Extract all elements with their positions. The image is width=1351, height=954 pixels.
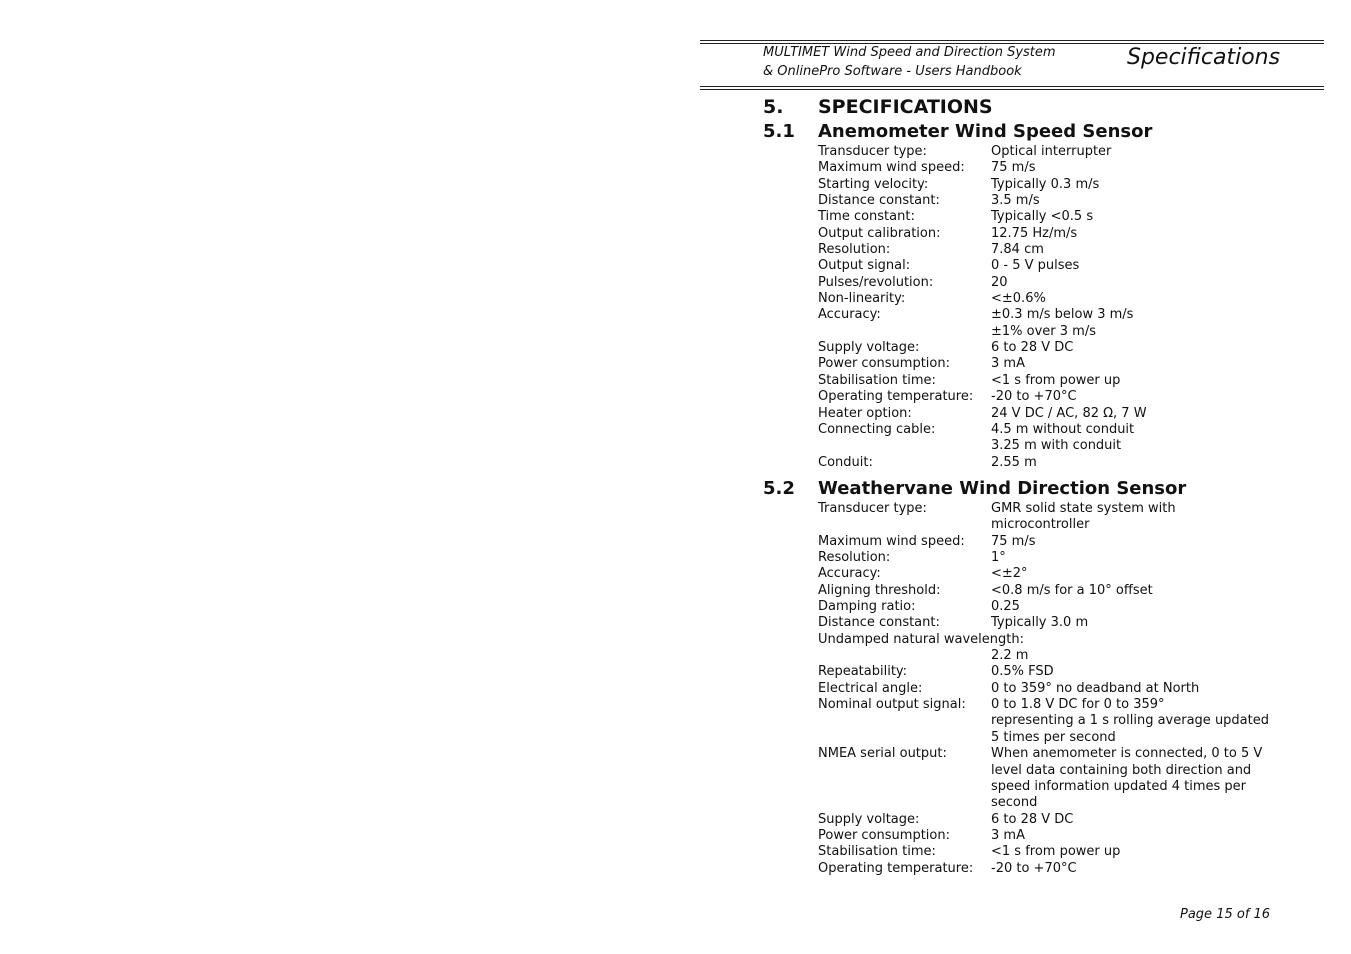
spec-value-line: <1 s from power up xyxy=(991,844,1121,860)
spec-value-line: 2.55 m xyxy=(991,454,1037,470)
spec-value-line: 1° xyxy=(991,550,1006,566)
header-document-subtitle: & OnlinePro Software - Users Handbook xyxy=(763,64,1022,79)
spec-row xyxy=(818,615,1268,631)
spec-value-line: Typically 3.0 m xyxy=(991,615,1089,631)
spec-value-line: 7.84 cm xyxy=(991,242,1044,258)
spec-value xyxy=(991,406,1268,422)
header-document-title: MULTIMET Wind Speed and Direction System xyxy=(763,45,1056,60)
spec-value xyxy=(991,226,1268,242)
spec-label: Accuracy: xyxy=(818,566,881,582)
spec-value-line: 0 to 359° no deadband at North xyxy=(991,680,1200,696)
spec-value-line: -20 to +70°C xyxy=(991,860,1077,876)
spec-row xyxy=(818,258,1268,274)
spec-value-line: 75 m/s xyxy=(991,533,1036,549)
spec-value xyxy=(991,242,1268,258)
section-2-number: 5.2 xyxy=(763,478,795,499)
spec-value-line: second xyxy=(991,795,1038,811)
spec-value-line: 0.25 xyxy=(991,599,1020,615)
spec-row xyxy=(818,144,1268,160)
spec-label: Undamped natural wavelength: xyxy=(818,631,1024,647)
spec-value-line: 12.75 Hz/m/s xyxy=(991,225,1078,241)
spec-label: Pulses/revolution: xyxy=(818,274,934,290)
spec-row xyxy=(818,664,1268,680)
spec-label: Non-linearity: xyxy=(818,291,906,307)
section-2-spec-table xyxy=(818,501,1268,877)
spec-value xyxy=(991,389,1268,405)
spec-value-line: ±0.3 m/s below 3 m/s xyxy=(991,307,1134,323)
spec-row xyxy=(818,455,1268,471)
spec-value-line: <±2° xyxy=(991,566,1028,582)
spec-label: Power consumption: xyxy=(818,827,950,843)
spec-row xyxy=(818,275,1268,291)
spec-value xyxy=(991,501,1268,534)
spec-value xyxy=(991,356,1268,372)
spec-value xyxy=(991,177,1268,193)
spec-row xyxy=(818,828,1268,844)
spec-value-line: 4.5 m without conduit xyxy=(991,421,1135,437)
spec-row xyxy=(818,356,1268,372)
spec-value xyxy=(991,455,1268,471)
spec-label: Distance constant: xyxy=(818,615,940,631)
spec-row xyxy=(818,812,1268,828)
spec-value xyxy=(991,373,1268,389)
chapter-number: 5. xyxy=(763,96,784,118)
spec-value xyxy=(991,583,1268,599)
spec-row xyxy=(818,242,1268,258)
spec-label: Distance constant: xyxy=(818,193,940,209)
chapter-title: SPECIFICATIONS xyxy=(818,96,993,118)
spec-value xyxy=(991,209,1268,225)
header-rule-bottom xyxy=(700,86,1324,87)
spec-row xyxy=(818,599,1268,615)
spec-value-line: 75 m/s xyxy=(991,160,1036,176)
spec-value-line: level data containing both direction and xyxy=(991,762,1252,778)
spec-value-line: 3.25 m with conduit xyxy=(991,438,1122,454)
spec-value-line: 3 mA xyxy=(991,827,1025,843)
spec-label: Operating temperature: xyxy=(818,860,974,876)
spec-label: Time constant: xyxy=(818,209,915,225)
spec-label: Stabilisation time: xyxy=(818,844,936,860)
spec-value-line: When anemometer is connected, 0 to 5 V xyxy=(991,746,1263,762)
page-number: Page 15 of 16 xyxy=(1180,907,1271,922)
spec-value-line: 20 xyxy=(991,274,1008,290)
spec-row xyxy=(818,632,1268,648)
spec-value-line: Typically 0.3 m/s xyxy=(991,176,1100,192)
section-1-title: Anemometer Wind Speed Sensor xyxy=(818,121,1153,142)
spec-value xyxy=(991,746,1268,811)
spec-label: Aligning threshold: xyxy=(818,582,941,598)
spec-value-line: 0 to 1.8 V DC for 0 to 359° xyxy=(991,697,1165,713)
spec-row xyxy=(818,534,1268,550)
spec-value xyxy=(991,664,1268,680)
spec-value xyxy=(991,340,1268,356)
spec-label: Transducer type: xyxy=(818,501,927,516)
spec-value xyxy=(991,566,1268,582)
spec-row xyxy=(818,648,1268,664)
spec-label: Resolution: xyxy=(818,550,891,566)
spec-value xyxy=(991,422,1268,455)
spec-row xyxy=(818,406,1268,422)
spec-row xyxy=(818,746,1268,811)
spec-row xyxy=(818,566,1268,582)
spec-value-line: 2.2 m xyxy=(991,648,1029,664)
spec-row xyxy=(818,160,1268,176)
spec-value-line: 24 V DC / AC, 82 Ω, 7 W xyxy=(991,405,1147,421)
spec-value-line: 5 times per second xyxy=(991,729,1116,745)
spec-row xyxy=(818,291,1268,307)
spec-label: Operating temperature: xyxy=(818,389,974,405)
spec-value xyxy=(991,648,1268,664)
spec-label: Heater option: xyxy=(818,405,912,421)
spec-label: Output signal: xyxy=(818,258,911,274)
spec-label: Supply voltage: xyxy=(818,340,920,356)
spec-row xyxy=(818,340,1268,356)
spec-row xyxy=(818,226,1268,242)
spec-value xyxy=(991,681,1268,697)
spec-row xyxy=(818,307,1268,340)
section-1-number: 5.1 xyxy=(763,121,795,142)
spec-label: Supply voltage: xyxy=(818,811,920,827)
spec-value xyxy=(991,844,1268,860)
spec-value-line: <0.8 m/s for a 10° offset xyxy=(991,582,1153,598)
spec-label: Accuracy: xyxy=(818,307,881,323)
spec-label: Repeatability: xyxy=(818,664,908,680)
spec-label: Resolution: xyxy=(818,242,891,258)
spec-value-line: Typically <0.5 s xyxy=(991,209,1094,225)
spec-value xyxy=(991,812,1268,828)
spec-value-line: 0.5% FSD xyxy=(991,664,1054,680)
spec-label: Starting velocity: xyxy=(818,176,929,192)
spec-value xyxy=(991,534,1268,550)
spec-value-line: 6 to 28 V DC xyxy=(991,340,1074,356)
header-rule-top-2 xyxy=(700,43,1324,44)
header-rule-bottom-2 xyxy=(700,89,1324,90)
spec-label: Electrical angle: xyxy=(818,680,923,696)
spec-value-line: microcontroller xyxy=(991,517,1090,533)
spec-value xyxy=(991,144,1268,160)
spec-value-line: 3.5 m/s xyxy=(991,193,1040,209)
spec-value-line: 0 - 5 V pulses xyxy=(991,258,1080,274)
spec-label: NMEA serial output: xyxy=(818,746,947,762)
spec-label: Stabilisation time: xyxy=(818,372,936,388)
section-1-spec-table xyxy=(818,144,1268,471)
spec-label: Output calibration: xyxy=(818,225,941,241)
spec-value-line: Optical interrupter xyxy=(991,144,1112,159)
spec-label: Transducer type: xyxy=(818,144,927,159)
spec-value xyxy=(991,307,1268,340)
spec-value xyxy=(991,275,1268,291)
spec-row xyxy=(818,681,1268,697)
section-2-title: Weathervane Wind Direction Sensor xyxy=(818,478,1187,499)
spec-value-line: speed information updated 4 times per xyxy=(991,778,1247,794)
spec-value-line: <1 s from power up xyxy=(991,372,1121,388)
spec-value xyxy=(991,550,1268,566)
spec-value-line: ±1% over 3 m/s xyxy=(991,323,1096,339)
spec-value-line: <±0.6% xyxy=(991,291,1046,307)
spec-label: Maximum wind speed: xyxy=(818,160,965,176)
spec-row xyxy=(818,373,1268,389)
spec-value xyxy=(991,861,1268,877)
spec-label: Power consumption: xyxy=(818,356,950,372)
spec-row xyxy=(818,177,1268,193)
spec-row xyxy=(818,861,1268,877)
spec-value xyxy=(991,615,1268,631)
spec-value xyxy=(991,697,1268,746)
spec-value-line: representing a 1 s rolling average updated xyxy=(991,713,1269,729)
spec-value-line: 3 mA xyxy=(991,356,1025,372)
spec-value-line: GMR solid state system with xyxy=(991,501,1176,516)
spec-row xyxy=(818,389,1268,405)
spec-row xyxy=(818,501,1268,534)
spec-row xyxy=(818,209,1268,225)
spec-value xyxy=(991,599,1268,615)
spec-row xyxy=(818,583,1268,599)
spec-value-line: 6 to 28 V DC xyxy=(991,811,1074,827)
spec-row xyxy=(818,422,1268,455)
spec-value xyxy=(991,291,1268,307)
header-section-name: Specifications xyxy=(1127,45,1281,70)
spec-label: Connecting cable: xyxy=(818,421,936,437)
spec-label: Damping ratio: xyxy=(818,599,916,615)
spec-row xyxy=(818,844,1268,860)
spec-value xyxy=(991,828,1268,844)
spec-value-line: -20 to +70°C xyxy=(991,389,1077,405)
spec-label: Maximum wind speed: xyxy=(818,533,965,549)
spec-label: Nominal output signal: xyxy=(818,697,966,713)
spec-row xyxy=(818,193,1268,209)
header-rule-top xyxy=(700,40,1324,41)
spec-row xyxy=(818,697,1268,746)
spec-label: Conduit: xyxy=(818,454,873,470)
spec-row xyxy=(818,550,1268,566)
spec-value xyxy=(991,193,1268,209)
spec-value xyxy=(991,258,1268,274)
spec-value xyxy=(991,160,1268,176)
